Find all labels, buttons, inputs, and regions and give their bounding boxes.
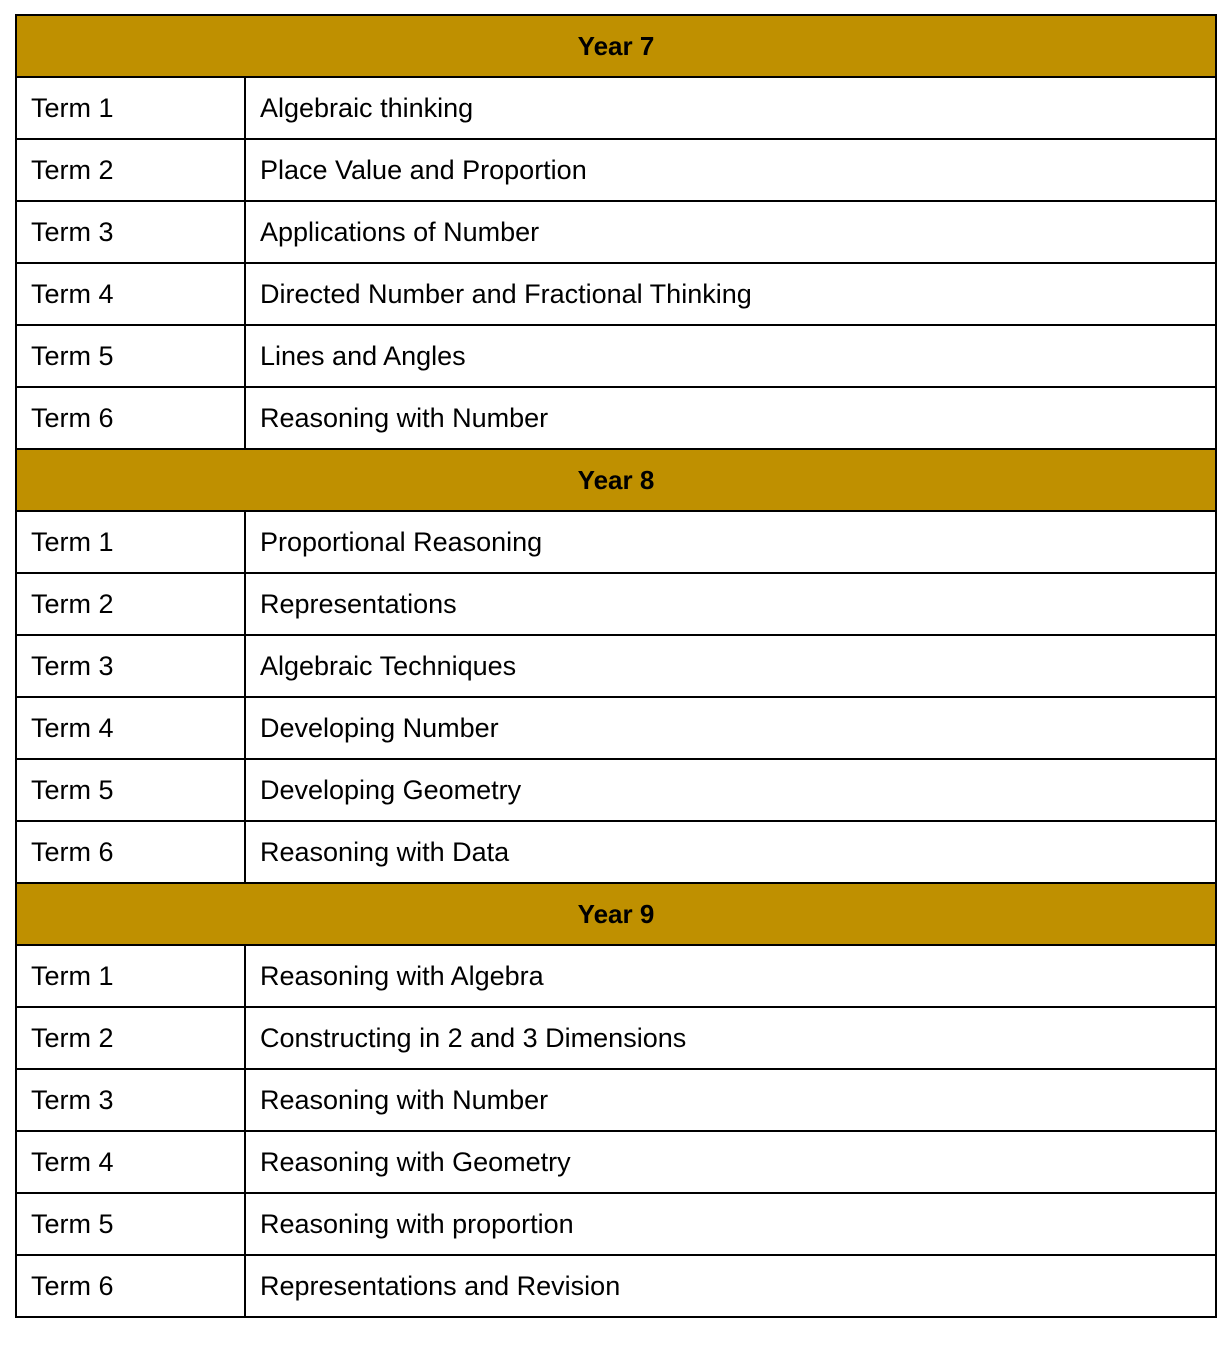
- term-cell: Term 6: [16, 1255, 245, 1317]
- year-header: Year 8: [16, 449, 1216, 511]
- term-cell: Term 4: [16, 697, 245, 759]
- table-row: [16, 511, 1216, 573]
- topic-cell: Algebraic thinking: [245, 77, 1216, 139]
- table-row: [16, 1131, 1216, 1193]
- table-row: [16, 325, 1216, 387]
- year-header: Year 9: [16, 883, 1216, 945]
- topic-cell: Representations and Revision: [245, 1255, 1216, 1317]
- topic-cell: Lines and Angles: [245, 325, 1216, 387]
- topic-cell: Developing Number: [245, 697, 1216, 759]
- term-cell: Term 2: [16, 573, 245, 635]
- table-row: [16, 201, 1216, 263]
- table-row: [16, 1193, 1216, 1255]
- term-cell: Term 3: [16, 635, 245, 697]
- term-cell: Term 1: [16, 77, 245, 139]
- term-cell: Term 6: [16, 387, 245, 449]
- topic-cell: Developing Geometry: [245, 759, 1216, 821]
- topic-cell: Place Value and Proportion: [245, 139, 1216, 201]
- topic-cell: Reasoning with Data: [245, 821, 1216, 883]
- topic-cell: Applications of Number: [245, 201, 1216, 263]
- table-row: [16, 1069, 1216, 1131]
- table-row: [16, 139, 1216, 201]
- topic-cell: Reasoning with Geometry: [245, 1131, 1216, 1193]
- topic-cell: Directed Number and Fractional Thinking: [245, 263, 1216, 325]
- topic-cell: Reasoning with Number: [245, 387, 1216, 449]
- table-row: [16, 759, 1216, 821]
- year-header-row: [16, 883, 1216, 945]
- year-header: Year 7: [16, 15, 1216, 77]
- table-row: [16, 1255, 1216, 1317]
- term-cell: Term 5: [16, 1193, 245, 1255]
- term-cell: Term 4: [16, 263, 245, 325]
- topic-cell: Reasoning with Number: [245, 1069, 1216, 1131]
- term-cell: Term 3: [16, 201, 245, 263]
- topic-cell: Reasoning with Algebra: [245, 945, 1216, 1007]
- topic-cell: Reasoning with proportion: [245, 1193, 1216, 1255]
- table-row: [16, 1007, 1216, 1069]
- table-row: [16, 697, 1216, 759]
- term-cell: Term 1: [16, 511, 245, 573]
- table-row: [16, 821, 1216, 883]
- curriculum-table: [15, 14, 1217, 1318]
- table-row: [16, 635, 1216, 697]
- term-cell: Term 6: [16, 821, 245, 883]
- topic-cell: Representations: [245, 573, 1216, 635]
- topic-cell: Proportional Reasoning: [245, 511, 1216, 573]
- year-header-row: [16, 449, 1216, 511]
- topic-cell: Constructing in 2 and 3 Dimensions: [245, 1007, 1216, 1069]
- term-cell: Term 4: [16, 1131, 245, 1193]
- table-body: [16, 15, 1216, 1317]
- term-cell: Term 2: [16, 139, 245, 201]
- table-row: [16, 77, 1216, 139]
- term-cell: Term 5: [16, 759, 245, 821]
- table-row: [16, 387, 1216, 449]
- table-row: [16, 945, 1216, 1007]
- term-cell: Term 1: [16, 945, 245, 1007]
- term-cell: Term 5: [16, 325, 245, 387]
- table-row: [16, 573, 1216, 635]
- term-cell: Term 3: [16, 1069, 245, 1131]
- year-header-row: [16, 15, 1216, 77]
- topic-cell: Algebraic Techniques: [245, 635, 1216, 697]
- term-cell: Term 2: [16, 1007, 245, 1069]
- table-row: [16, 263, 1216, 325]
